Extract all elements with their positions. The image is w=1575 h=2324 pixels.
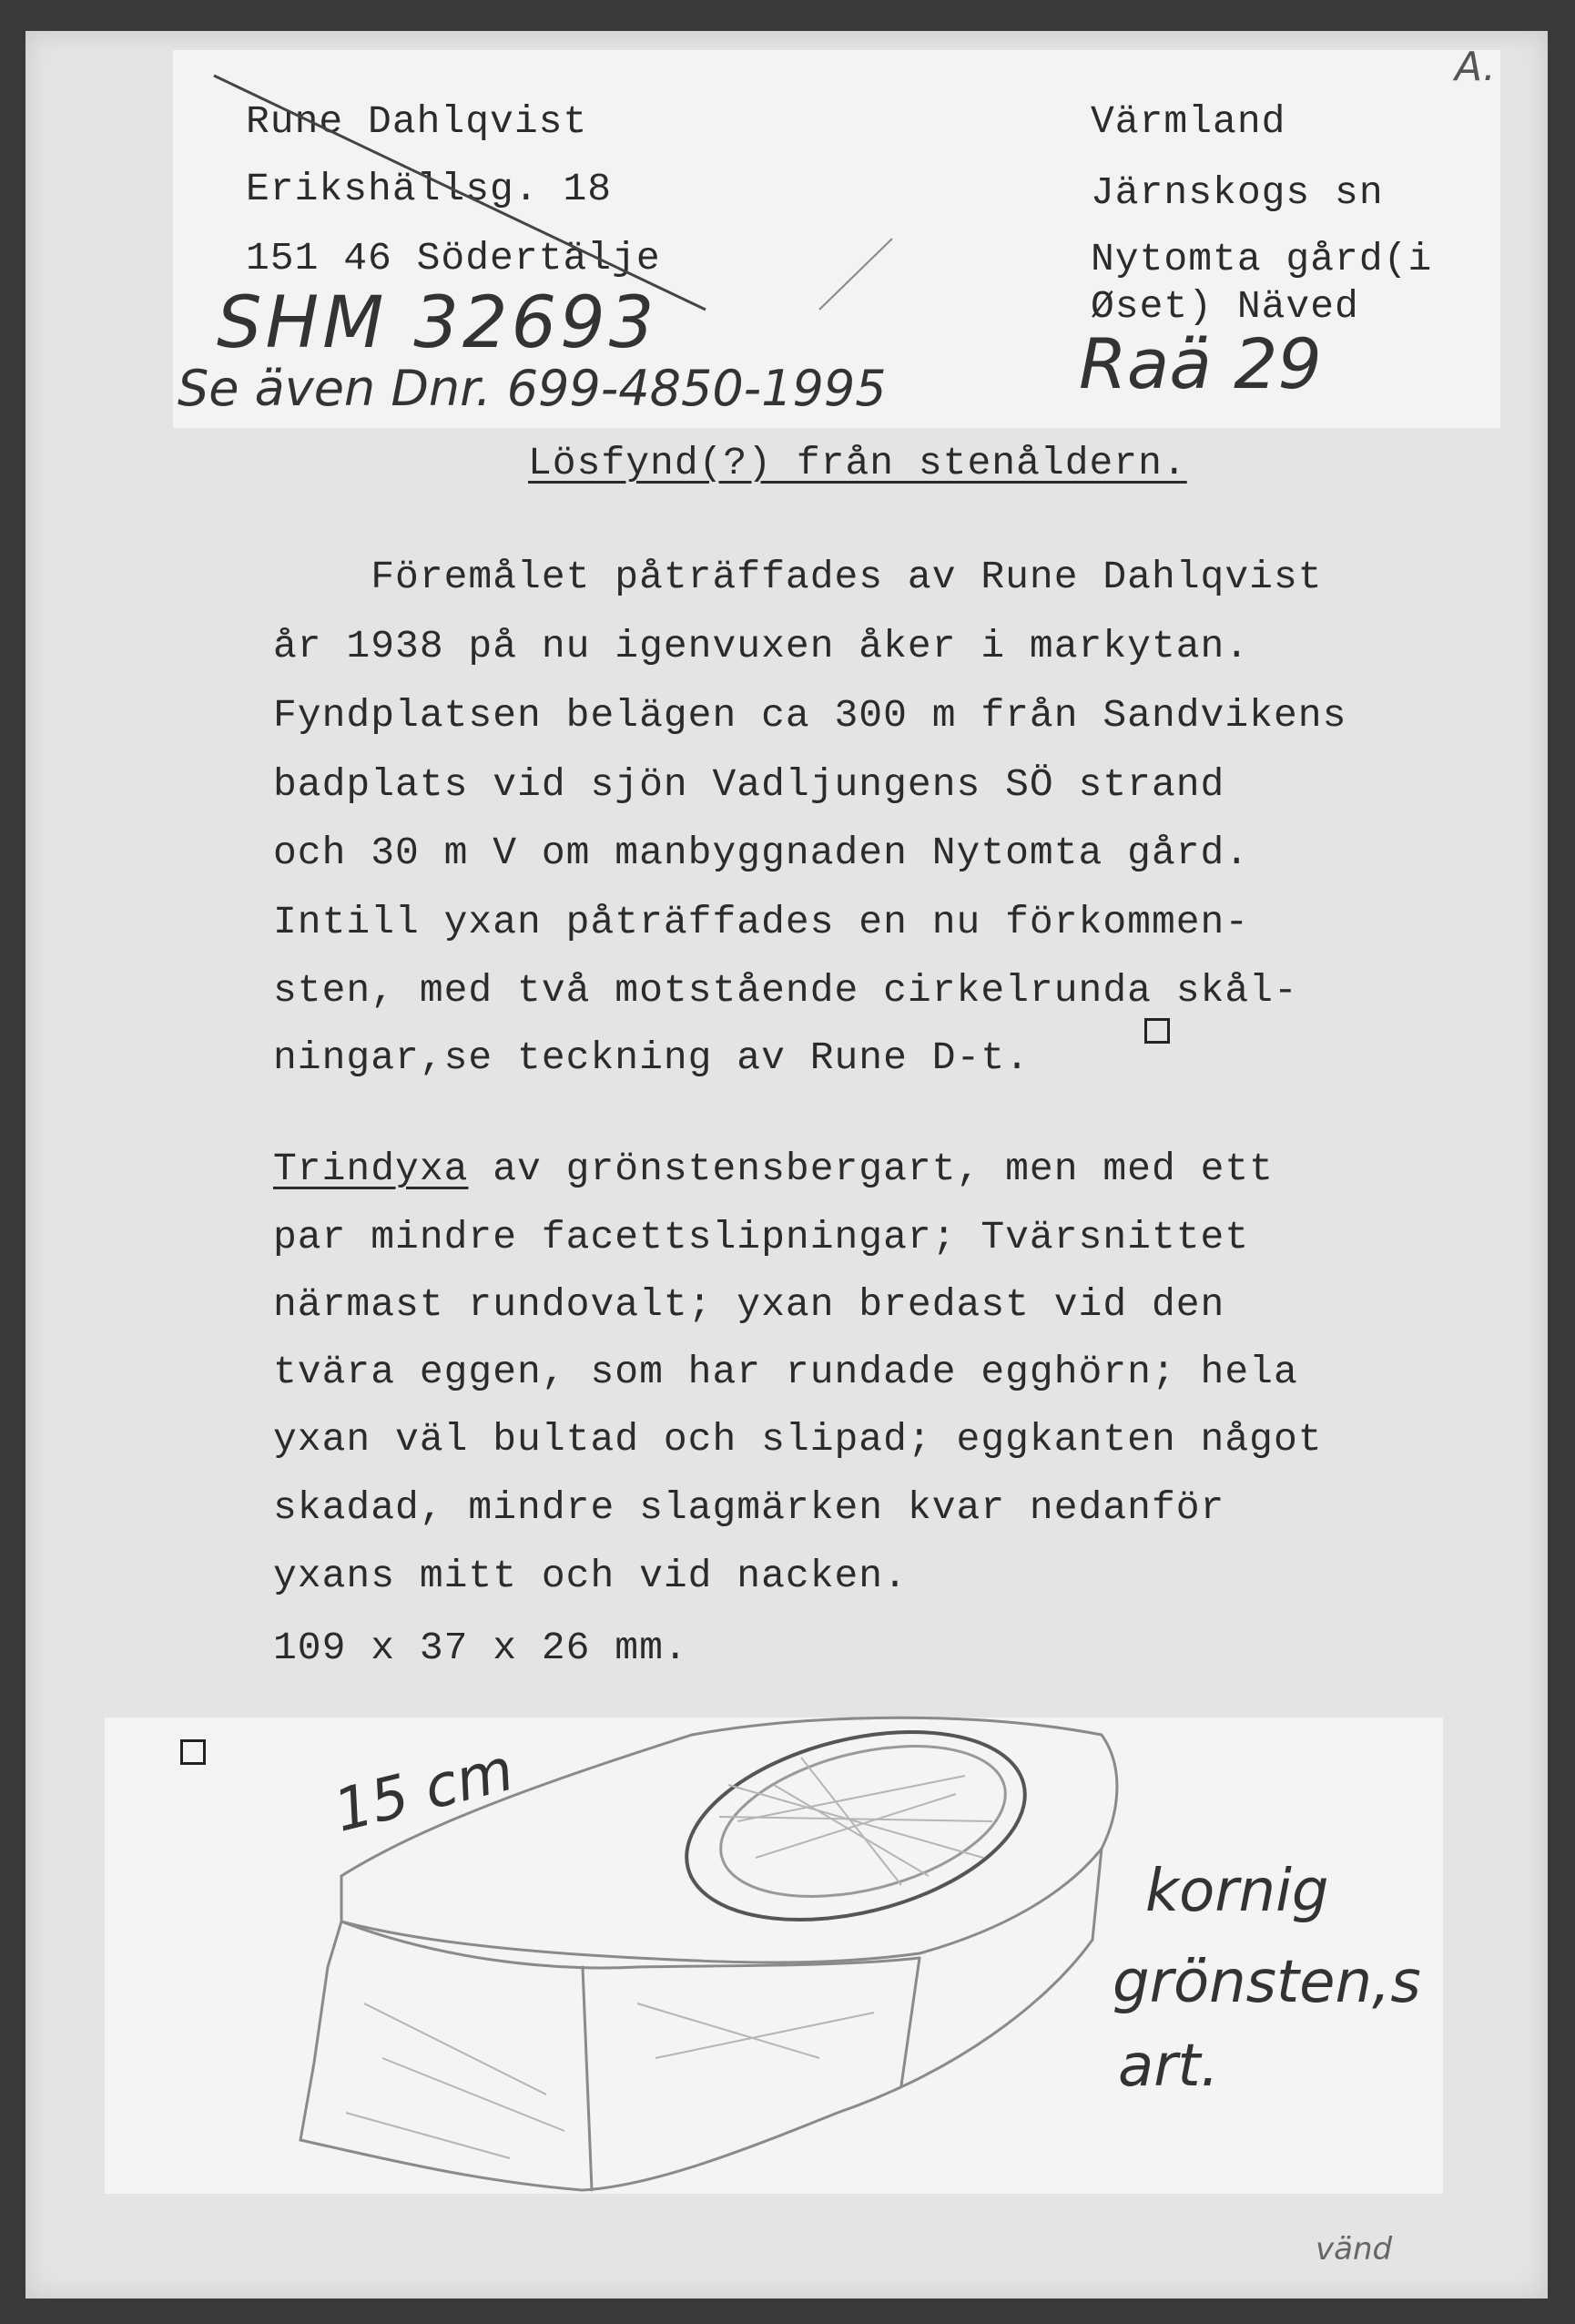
paragraph2-line: par mindre facettslipningar; Tvärsnittet xyxy=(273,1215,1250,1259)
paragraph1-line: Intill yxan påträffades en nu förkommen- xyxy=(273,900,1250,944)
axe-type-heading: Trindyxa xyxy=(273,1147,469,1191)
see-also-reference: Se även Dnr. 699-4850-1995 xyxy=(178,360,887,417)
paragraph2-line: tvära eggen, som har rundade egghörn; hela xyxy=(273,1350,1298,1394)
finder-postal-city: 151 46 Södertälje xyxy=(246,236,661,280)
corner-mark: A. xyxy=(1455,44,1496,90)
turn-over-note: vänd xyxy=(1316,2231,1393,2268)
paragraph1-line: Föremålet påträffades av Rune Dahlqvist xyxy=(273,555,1323,599)
province: Värmland xyxy=(1091,99,1286,144)
paragraph1-line: och 30 m V om manbyggnaden Nytomta gård. xyxy=(273,831,1250,875)
parish: Järnskogs sn xyxy=(1091,170,1384,215)
paragraph1-line: år 1938 på nu igenvuxen åker i markytan. xyxy=(273,624,1250,668)
paragraph2-line: yxan väl bultad och slipad; eggkanten något xyxy=(273,1417,1323,1462)
paragraph2-first-rest: av grönstensbergart, men med ett xyxy=(468,1147,1274,1191)
paragraph2-line: närmast rundovalt; yxan bredast vid den xyxy=(273,1282,1225,1327)
paragraph2-line: skadad, mindre slagmärken kvar nedanför xyxy=(273,1485,1225,1530)
shm-number: SHM 32693 xyxy=(217,282,658,364)
paragraph1-line: Fyndplatsen belägen ca 300 m från Sandvikens xyxy=(273,693,1347,738)
material-note-2: grönsten,s xyxy=(1113,1949,1421,2016)
paragraph1-line: sten, med två motstående cirkelrunda skål- xyxy=(273,968,1298,1013)
card-title: Lösfynd(?) från stenåldern. xyxy=(528,441,1187,485)
paragraph1-line: badplats vid sjön Vadljungens SÖ strand xyxy=(273,762,1225,807)
farm-place: Øset) Näved xyxy=(1091,284,1359,329)
finder-name: Rune Dahlqvist xyxy=(246,99,588,144)
material-note-3: art. xyxy=(1118,2033,1219,2100)
material-note-1: kornig xyxy=(1145,1858,1329,1925)
paragraph1-line: ningar,se teckning av Rune D-t. xyxy=(273,1035,1030,1080)
size-note: 15 cm xyxy=(328,1736,521,1846)
farm: Nytomta gård(i xyxy=(1091,237,1433,281)
raa-number: Raä 29 xyxy=(1079,323,1322,404)
finder-street: Erikshällsg. 18 xyxy=(246,167,613,211)
paragraph2-line: yxans mitt och vid nacken. xyxy=(273,1554,908,1598)
dimensions-line: 109 x 37 x 26 mm. xyxy=(273,1626,688,1670)
